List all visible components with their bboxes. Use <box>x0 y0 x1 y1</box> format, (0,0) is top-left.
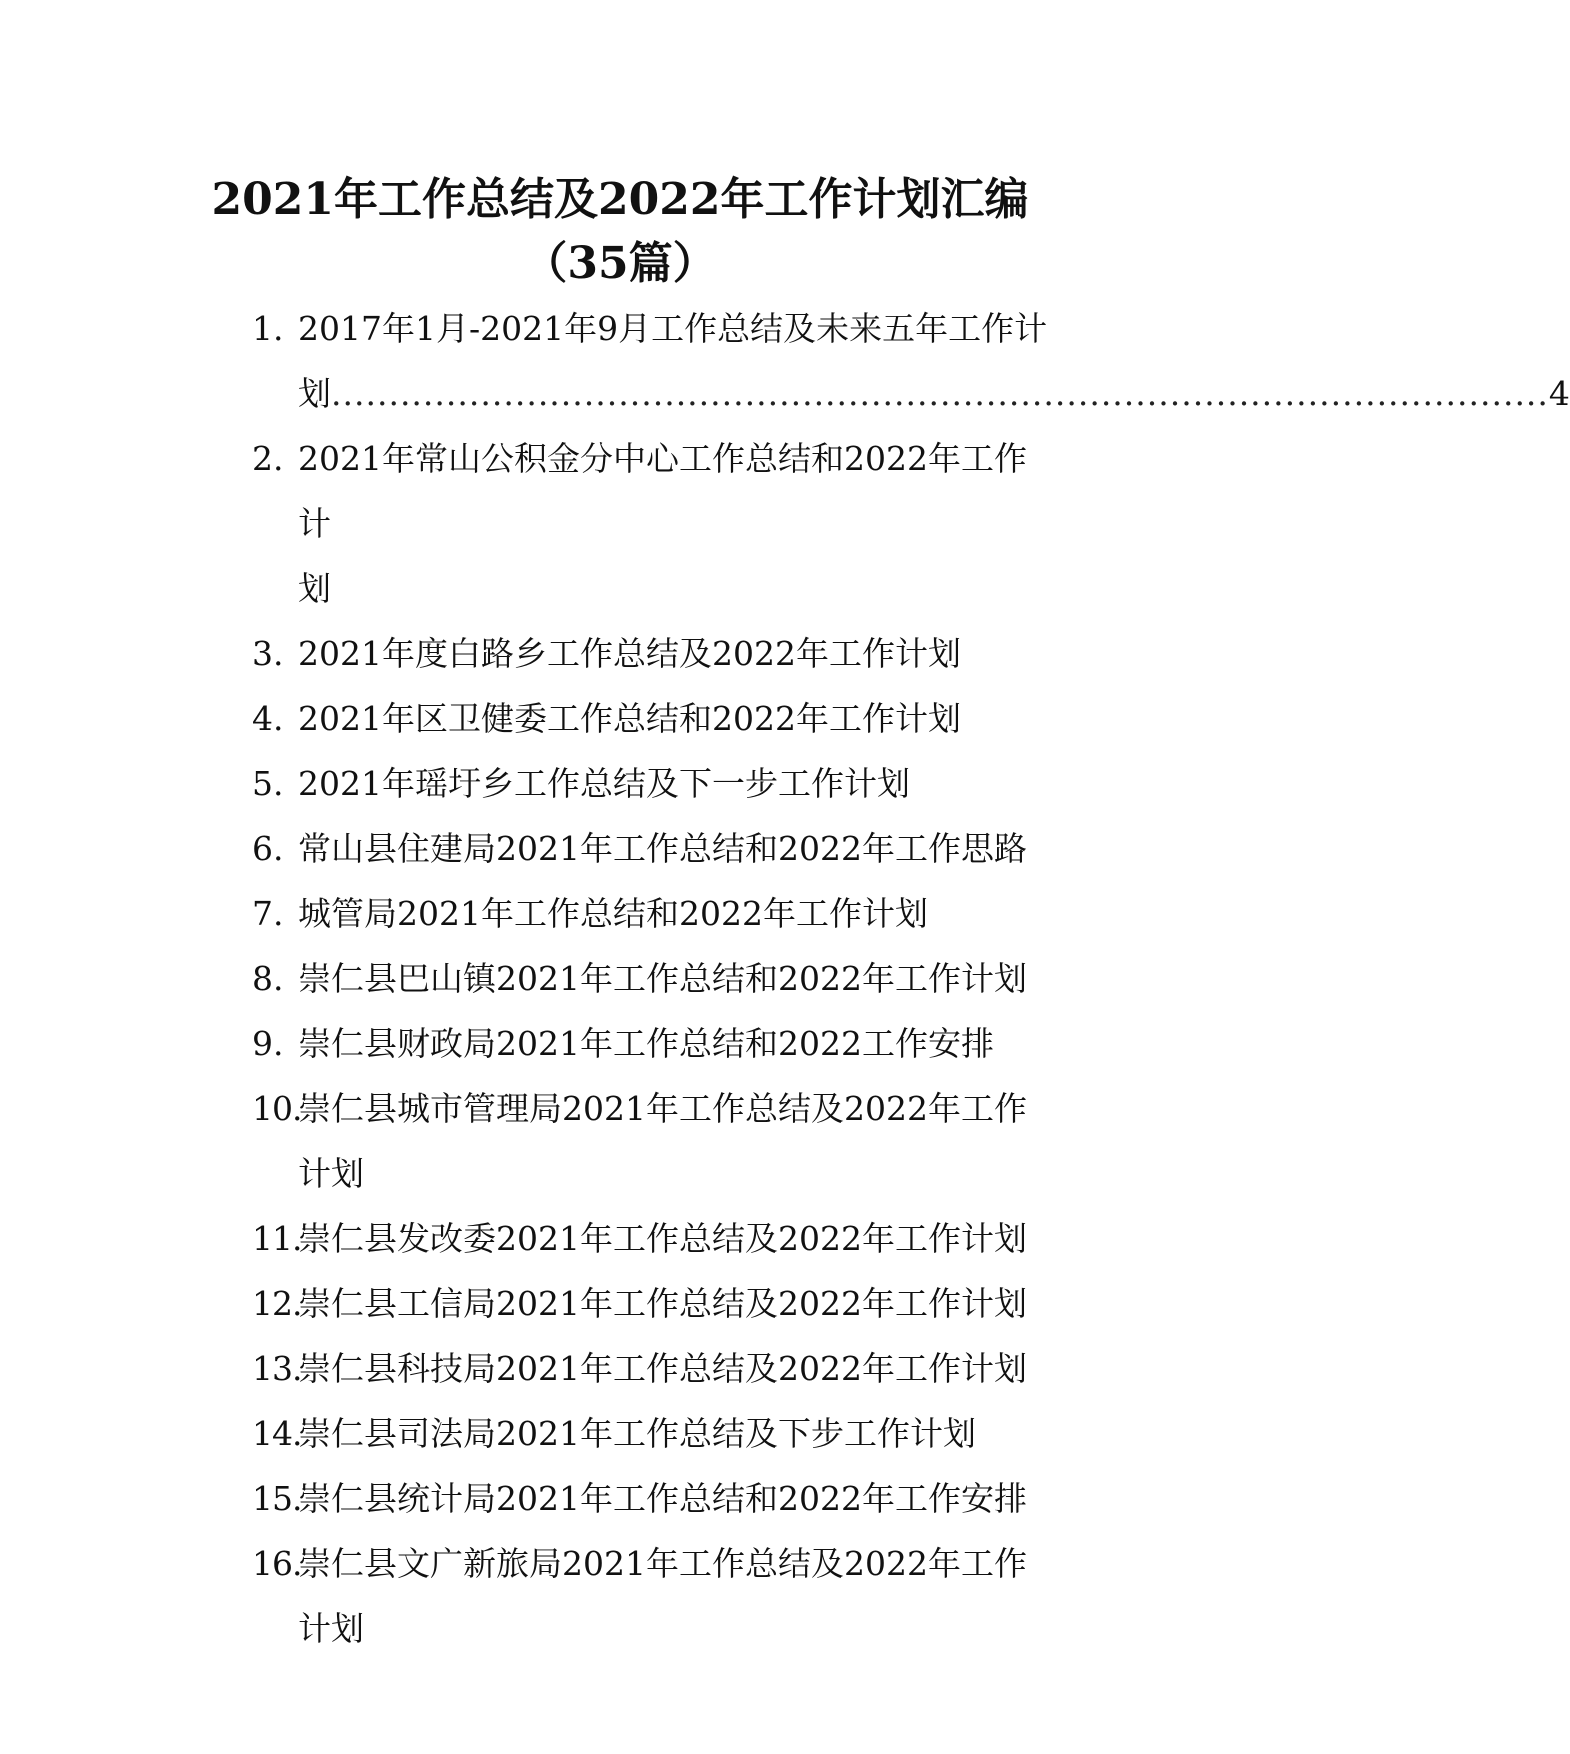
toc-item-title-line: 2021年常山公积金分中心工作总结和2022年工作计 <box>298 439 1027 543</box>
toc-item-number: 8. <box>252 959 284 998</box>
toc-item-title-line: 城管局2021年工作总结和2022年工作计划 <box>298 894 928 933</box>
toc-item-title-line: 崇仁县工信局2021年工作总结及2022年工作计划 <box>298 1284 1027 1323</box>
toc-item-number: 5. <box>252 764 284 803</box>
toc-item-title <box>298 296 1570 426</box>
toc-item-title-line: 2021年瑶圩乡工作总结及下一步工作计划 <box>298 764 910 803</box>
toc-item-title-line: 崇仁县财政局2021年工作总结和2022工作安排 <box>298 1024 994 1063</box>
toc-item[interactable] <box>252 1531 1052 1661</box>
toc-item-title-wrap-text: 计划 <box>298 1609 364 1648</box>
document-title-count: （35篇） <box>523 238 717 289</box>
toc-item-title <box>298 621 1052 686</box>
toc-item-title <box>298 1336 1052 1401</box>
toc-dot-leader: .......................................................................................................... <box>331 374 1549 413</box>
toc-item-number: 1. <box>252 309 284 348</box>
toc-item-number: 13. <box>252 1349 302 1388</box>
toc-item-title <box>298 816 1052 881</box>
toc-item-number: 11. <box>252 1219 302 1258</box>
toc-item-number: 9. <box>252 1024 284 1063</box>
toc-item[interactable] <box>252 881 1052 946</box>
toc-item-number: 12. <box>252 1284 302 1323</box>
toc-item[interactable] <box>252 426 1052 621</box>
toc-item[interactable] <box>252 621 1052 686</box>
toc-item-number: 4. <box>252 699 284 738</box>
toc-item-number: 3. <box>252 634 284 673</box>
toc-item-title-line: 崇仁县文广新旅局2021年工作总结及2022年工作 <box>298 1544 1027 1583</box>
toc-item-title <box>298 1531 1052 1661</box>
toc-item-title-line: 2021年度白路乡工作总结及2022年工作计划 <box>298 634 961 673</box>
toc-item-title-continuation <box>298 1141 1052 1206</box>
toc-item-number: 7. <box>252 894 284 933</box>
document-title: 2021年工作总结及2022年工作计划汇编 <box>211 174 1029 225</box>
toc-item-title <box>298 426 1052 621</box>
toc-item-title <box>298 1401 1052 1466</box>
toc-item[interactable] <box>252 751 1052 816</box>
toc-item[interactable] <box>252 1011 1052 1076</box>
toc-item-title <box>298 1076 1052 1206</box>
toc-item-title-line: 崇仁县司法局2021年工作总结及下步工作计划 <box>298 1414 976 1453</box>
toc-item-number: 14. <box>252 1414 302 1453</box>
toc-item-title-line: 崇仁县发改委2021年工作总结及2022年工作计划 <box>298 1219 1027 1258</box>
toc-item[interactable] <box>252 1206 1052 1271</box>
toc-item[interactable] <box>252 1336 1052 1401</box>
toc-item-title-line: 2017年1月-2021年9月工作总结及未来五年工作计 <box>298 309 1048 348</box>
toc-item[interactable] <box>252 946 1052 1011</box>
toc-item-title-line: 崇仁县科技局2021年工作总结及2022年工作计划 <box>298 1349 1027 1388</box>
toc-item-title-line: 崇仁县统计局2021年工作总结和2022年工作安排 <box>298 1479 1027 1518</box>
toc-item-title-continuation <box>298 361 1570 426</box>
toc-item-number: 6. <box>252 829 284 868</box>
toc-item-title-continuation <box>298 1596 1052 1661</box>
toc-page-number: 4 <box>1548 374 1570 413</box>
toc-item-title-line: 崇仁县城市管理局2021年工作总结及2022年工作 <box>298 1089 1027 1128</box>
toc-item-title <box>298 1011 1052 1076</box>
toc-item-title <box>298 686 1052 751</box>
toc-item-title-continuation <box>298 556 1052 621</box>
toc-item-number: 2. <box>252 439 284 478</box>
toc-item[interactable] <box>252 686 1052 751</box>
toc-item-number: 15. <box>252 1479 302 1518</box>
toc-item[interactable] <box>252 816 1052 881</box>
toc-item-title <box>298 1271 1052 1336</box>
toc-item-title-wrap-text: 计划 <box>298 1154 364 1193</box>
toc-item[interactable] <box>252 296 1570 426</box>
toc-item-title-line: 2021年区卫健委工作总结和2022年工作计划 <box>298 699 961 738</box>
toc-item-number: 10. <box>252 1089 302 1128</box>
toc-item-title <box>298 1466 1052 1531</box>
toc-item[interactable] <box>252 1271 1052 1336</box>
toc-item-number: 16. <box>252 1544 302 1583</box>
toc-item-title <box>298 751 1052 816</box>
toc-item-title-line: 常山县住建局2021年工作总结和2022年工作思路 <box>298 829 1027 868</box>
toc-item-title <box>298 881 1052 946</box>
toc-item-title <box>298 946 1052 1011</box>
toc-item-title-wrap-text: 划 <box>298 569 331 608</box>
toc-item-title-line: 崇仁县巴山镇2021年工作总结和2022年工作计划 <box>298 959 1027 998</box>
toc-item[interactable] <box>252 1401 1052 1466</box>
toc-item-title-wrap-text: 划 <box>298 374 331 413</box>
toc-item[interactable] <box>252 1466 1052 1531</box>
toc-item-title <box>298 1206 1052 1271</box>
toc-item[interactable] <box>252 1076 1052 1206</box>
table-of-contents <box>252 296 1570 1661</box>
